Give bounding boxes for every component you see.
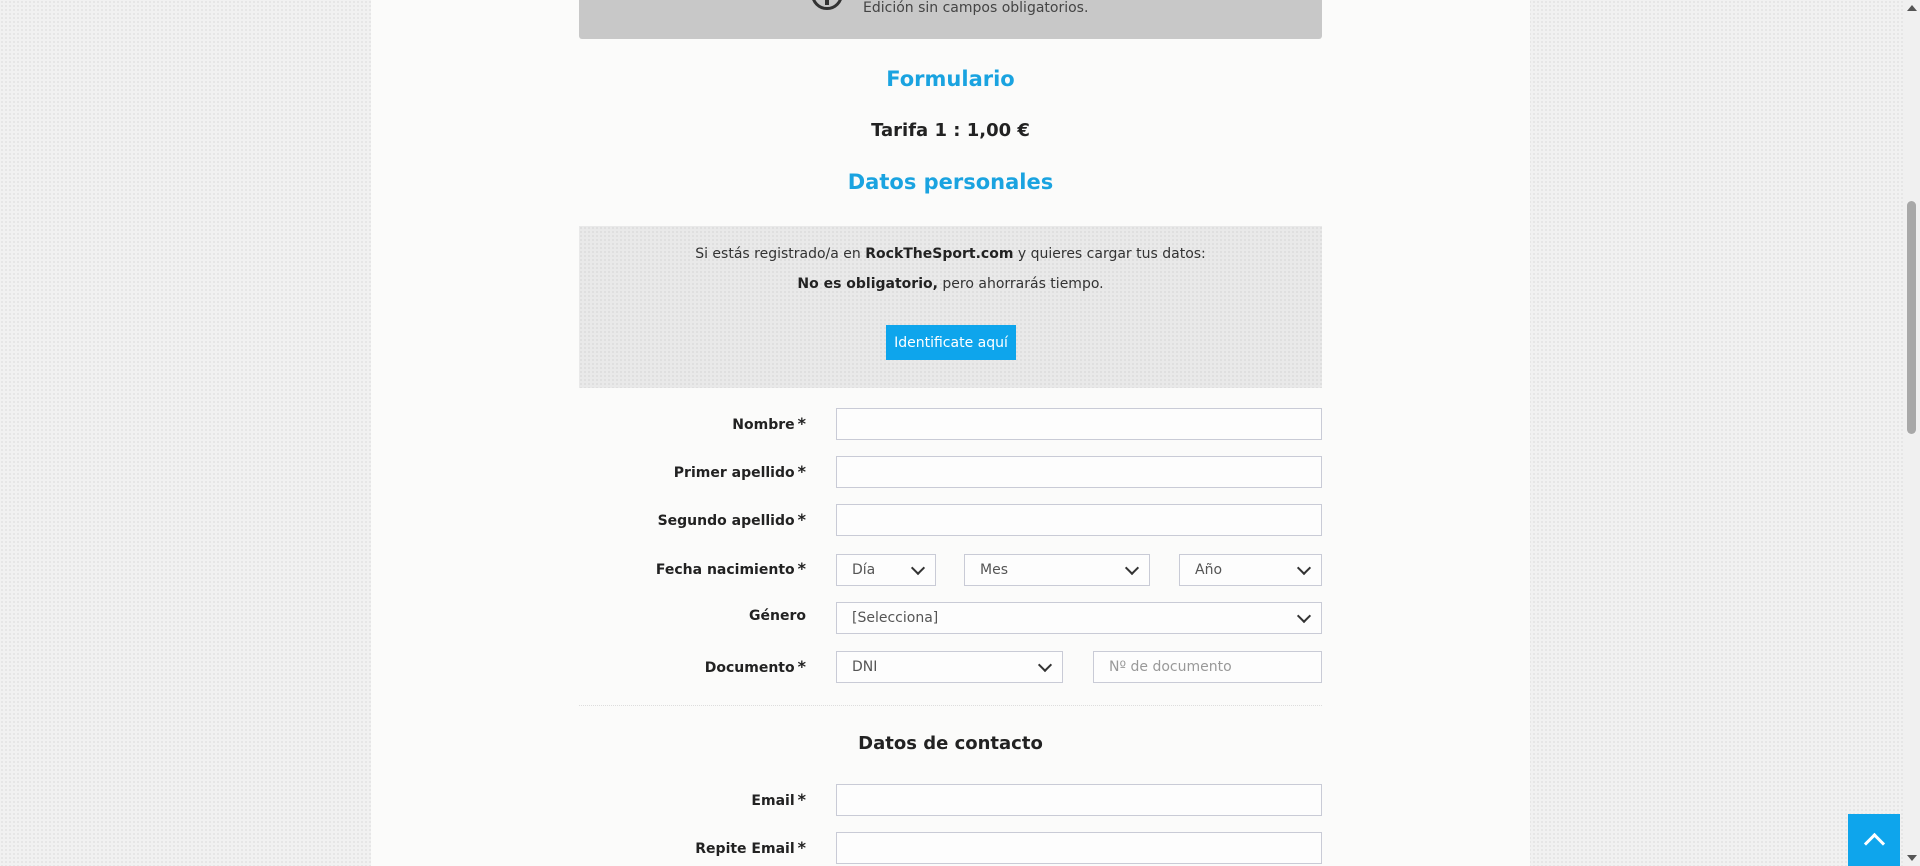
apellido1-label-text: Primer apellido (673, 465, 795, 481)
login-button[interactable]: Identificate aquí (886, 325, 1016, 360)
email-label-text: Email (751, 793, 795, 809)
notice-text: Edición sin campos obligatorios. (863, 0, 1089, 16)
email-repeat-label (695, 838, 806, 857)
tarifa-label: Tarifa 1 : 1,00 € (871, 120, 1030, 141)
info-icon (811, 0, 843, 10)
nombre-label-text: Nombre (732, 417, 795, 433)
mes-value: Mes (980, 562, 1008, 578)
documento-tipo-select[interactable] (836, 651, 1063, 683)
fecha-label-text: Fecha nacimiento (655, 562, 795, 578)
dia-value: Día (852, 562, 876, 578)
anio-select[interactable] (1179, 554, 1322, 586)
chevron-down-icon (1297, 608, 1311, 622)
documento-label (705, 657, 806, 676)
login-brand: RockTheSport.com (865, 246, 1014, 262)
apellido1-input[interactable] (836, 456, 1322, 488)
required-mark: * (797, 559, 806, 578)
login-line-2 (579, 276, 1322, 292)
email-repeat-input[interactable] (836, 832, 1322, 864)
nombre-label (732, 414, 806, 433)
login-line-2-bold: No es obligatorio, (797, 276, 938, 292)
genero-label-text: Género (749, 608, 806, 624)
apellido2-input[interactable] (836, 504, 1322, 536)
login-line-1-post: y quieres cargar tus datos: (1013, 246, 1206, 262)
email-repeat-label-text: Repite Email (695, 841, 795, 857)
form-title: Formulario (886, 67, 1015, 91)
required-mark: * (797, 510, 806, 529)
info-notice (579, 0, 1322, 39)
scroll-to-top-button[interactable] (1848, 814, 1900, 866)
required-mark: * (797, 838, 806, 857)
nombre-input[interactable] (836, 408, 1322, 440)
scroll-up-arrow-icon[interactable] (1907, 5, 1917, 11)
personal-data-title: Datos personales (847, 170, 1054, 194)
scroll-down-arrow-icon[interactable] (1907, 855, 1917, 861)
documento-numero-input[interactable]: Nº de documento (1093, 651, 1322, 683)
required-mark: * (797, 790, 806, 809)
apellido2-label-text: Segundo apellido (657, 513, 795, 529)
apellido1-label (674, 462, 806, 481)
chevron-down-icon (1297, 560, 1311, 574)
anio-value: Año (1195, 562, 1223, 578)
login-line-1 (579, 246, 1322, 262)
chevron-down-icon (1038, 657, 1052, 671)
login-line-1-pre: Si estás registrado/a en (695, 246, 866, 262)
fecha-label (656, 559, 806, 578)
scrollbar[interactable] (1903, 0, 1920, 866)
email-input[interactable] (836, 784, 1322, 816)
scroll-thumb[interactable] (1907, 201, 1916, 434)
required-mark: * (797, 462, 806, 481)
chevron-down-icon (1125, 560, 1139, 574)
documento-label-text: Documento (704, 660, 795, 676)
genero-label (749, 608, 806, 624)
required-mark: * (797, 657, 806, 676)
contact-title: Datos de contacto (858, 733, 1043, 754)
mes-select[interactable] (964, 554, 1150, 586)
login-box (579, 226, 1322, 388)
section-divider (579, 705, 1322, 706)
dia-select[interactable] (836, 554, 936, 586)
genero-value: [Selecciona] (852, 610, 939, 626)
apellido2-label (658, 510, 806, 529)
login-line-2-rest: pero ahorrarás tiempo. (937, 276, 1104, 292)
required-mark: * (797, 414, 806, 433)
documento-tipo-value: DNI (852, 659, 878, 675)
email-label (751, 790, 806, 809)
genero-select[interactable] (836, 602, 1322, 634)
chevron-down-icon (911, 560, 925, 574)
